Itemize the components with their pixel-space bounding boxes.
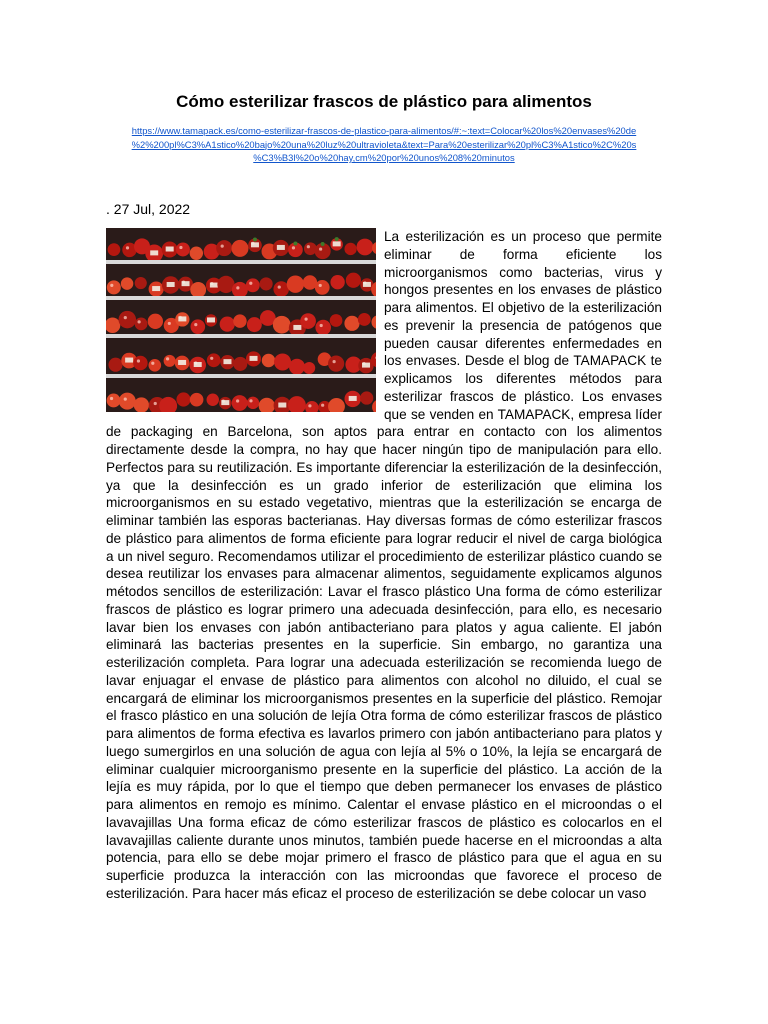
image-wrap-gap <box>106 228 384 414</box>
source-link-line: %C3%B3l%20o%20hay,cm%20por%20unos%208%20minutos <box>253 152 515 163</box>
document-title: Cómo esterilizar frascos de plástico para alimentos <box>176 92 592 111</box>
publication-date: . 27 Jul, 2022 <box>106 201 191 217</box>
source-link[interactable] <box>106 124 662 165</box>
source-link-line: https://www.tamapack.es/como-esterilizar-frascos-de-plastico-para-alimentos/#:~:text=Colocar%20los%20envases%20de <box>131 125 637 136</box>
source-link-line: %2%200pl%C3%A1stico%20bajo%20una%20luz%20ultravioleta&text=Para%20esterilizar%20pl%C3%A1stico%2C%20s <box>131 138 637 150</box>
article-body <box>106 228 662 903</box>
article-body-text: La esterilización es un proceso que permite eliminar de forma eficiente los microorganismos como bacterias, virus y hongos presentes en los envases de plástico para alimentos. El objetivo de la esterilización es prevenir la presencia de patógenos que pueden causar diferentes enfermedades en los envases. Desde el blog de TAMAPACK te explicamos los diferentes métodos para esterilizar frascos de plástico. Los envases que se venden en TAMAPACK, empresa líder de packaging en Barcelona, son aptos para entrar en contacto con los alimentos directamente desde la compra, no hay que hacer ningún tipo de manipulación para ello. Perfectos para su reutilización. Es importante diferenciar la esterilización de la desinfección, ya que la desinfección es un grado inferior de esterilización que elimina los microorganismos en su estado vegetativo, mientras que la esterilización se encarga de eliminar también las esporas bacterianas. Hay diversas formas de cómo esterilizar frascos de plástico para alimentos de forma eficiente para lograr reducir el nivel de carga biológica a un nivel seguro. Recomendamos utilizar el procedimiento de esterilizar plástico cuando se desea reutilizar los envases para almacenar alimentos, seguidamente explicamos algunos métodos sencillos de esterilización: Lavar el frasco plástico Una forma de cómo esterilizar frascos de plástico es lograr primero una adecuada desinfección, para ello, es necesario lavar bien los envases con jabón antibacteriano para platos y agua caliente. El jabón eliminará las bacterias presentes en la superficie. Sin embargo, no garantiza una esterilización completa. Para lograr una adecuada esterilización se recomienda luego de lavar enjuagar el envase de plástico para alimentos con alcohol no diluido, el cual se encargará de eliminar los microorganismos presentes en la superficie del plástico. Remojar el frasco plástico en una solución de lejía Otra forma de cómo esterilizar frascos de plástico para alimentos de forma efectiva es lavarlos primero con jabón antibacteriano para platos y luego sumergirlos en una solución de agua con lejía al 5% o 10%, la lejía se encargará de eliminar cualquier microorganismo presente en la superficie del plástico. La acción de la lejía es muy rápida, por lo que el tiempo que deben permanecer los envases de plástico para alimentos en remojo es mínimo. Calentar el envase plástico en el microondas o el lavavajillas Una forma eficaz de cómo esterilizar frascos de plástico es colocarlos en el lavavajillas caliente durante unos minutos, también puede hacerse en el microondas a alta potencia, para ello se debe mojar primero el frasco de plástico para que el agua en su superficie produzca la interacción con las microondas que favorece el proceso de esterilización. Para hacer más eficaz el proceso de esterilización se debe colocar un vaso <box>106 229 662 901</box>
